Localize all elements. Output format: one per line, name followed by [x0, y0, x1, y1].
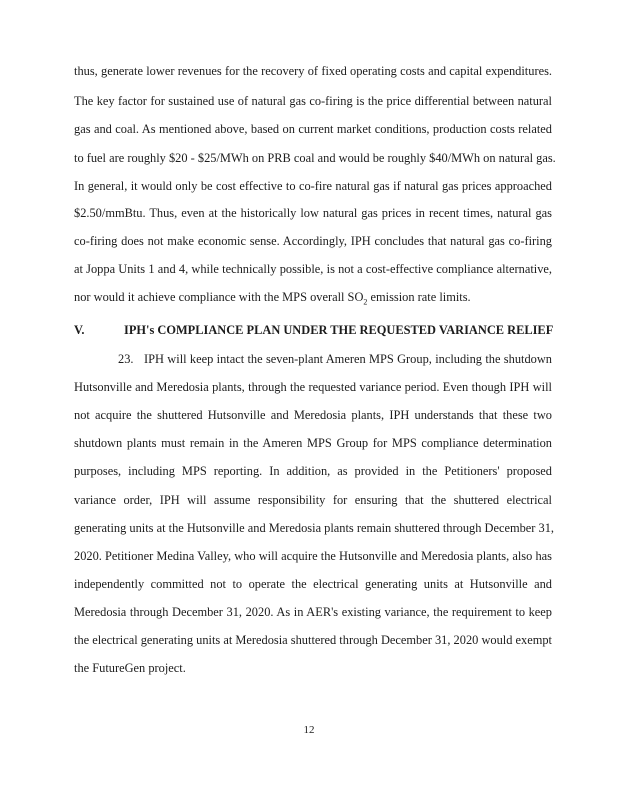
subscript: 2	[363, 297, 368, 307]
section-number: V.	[74, 323, 85, 337]
section-title: IPH's COMPLIANCE PLAN UNDER THE REQUESTED VARIANCE RELIEF	[124, 323, 554, 337]
body-text-line: generating units at the Hutsonville and Meredosia plants remain shuttered through December 31,	[74, 521, 555, 535]
section-heading	[74, 322, 552, 338]
body-text-line: thus, generate lower revenues for the recovery of fixed operating costs and capital expenditures.	[74, 64, 552, 78]
body-text-line: shutdown plants must remain in the Ameren MPS Group for MPS compliance determination	[74, 436, 552, 450]
body-text-line: Meredosia through December 31, 2020. As in AER's existing variance, the requirement to keep	[74, 605, 552, 619]
body-text-line: Hutsonville and Meredosia plants, through the requested variance period. Even though IPH will	[74, 380, 552, 394]
paragraph-first-line	[118, 351, 552, 367]
page-number: 12	[303, 724, 315, 736]
body-text-line: In general, it would only be cost effective to co-fire natural gas if natural gas prices approached	[74, 179, 552, 193]
text-segment: emission rate limits.	[367, 290, 471, 304]
body-text-line: at Joppa Units 1 and 4, while technically possible, is not a cost-effective compliance alternative,	[74, 262, 552, 276]
text-segment: nor would it achieve compliance with the MPS overall SO	[74, 290, 364, 304]
body-text-line: $2.50/mmBtu. Thus, even at the historically low natural gas prices in recent times, natural gas	[74, 206, 552, 220]
body-text-line: purposes, including MPS reporting. In addition, as provided in the Petitioners' proposed	[74, 464, 552, 478]
body-text-line: gas and coal. As mentioned above, based on current market conditions, production costs related	[74, 122, 552, 136]
paragraph-number: 23.	[118, 352, 134, 366]
body-text-line: 2020. Petitioner Medina Valley, who will acquire the Hutsonville and Meredosia plants, also has	[74, 549, 552, 563]
body-text-line: co-firing does not make economic sense. Accordingly, IPH concludes that natural gas co-firing	[74, 234, 552, 248]
body-text-line: independently committed not to operate the electrical generating units at Hutsonville and	[74, 577, 552, 591]
text-segment: IPH will keep intact the seven-plant Ameren MPS Group, including the shutdown	[144, 352, 552, 366]
body-text-line: variance order, IPH will assume responsibility for ensuring that the shuttered electrical	[74, 493, 552, 507]
body-text-line: the electrical generating units at Meredosia shuttered through December 31, 2020 would exempt	[74, 633, 552, 647]
body-text-line: not acquire the shuttered Hutsonville and Meredosia plants, IPH understands that these two	[74, 408, 552, 422]
body-text-line: to fuel are roughly $20 - $25/MWh on PRB coal and would be roughly $40/MWh on natural gas.	[74, 151, 556, 165]
body-text-line	[74, 289, 552, 305]
body-text-line: the FutureGen project.	[74, 661, 186, 675]
body-text-line: The key factor for sustained use of natural gas co-firing is the price differential between natural	[74, 94, 552, 108]
